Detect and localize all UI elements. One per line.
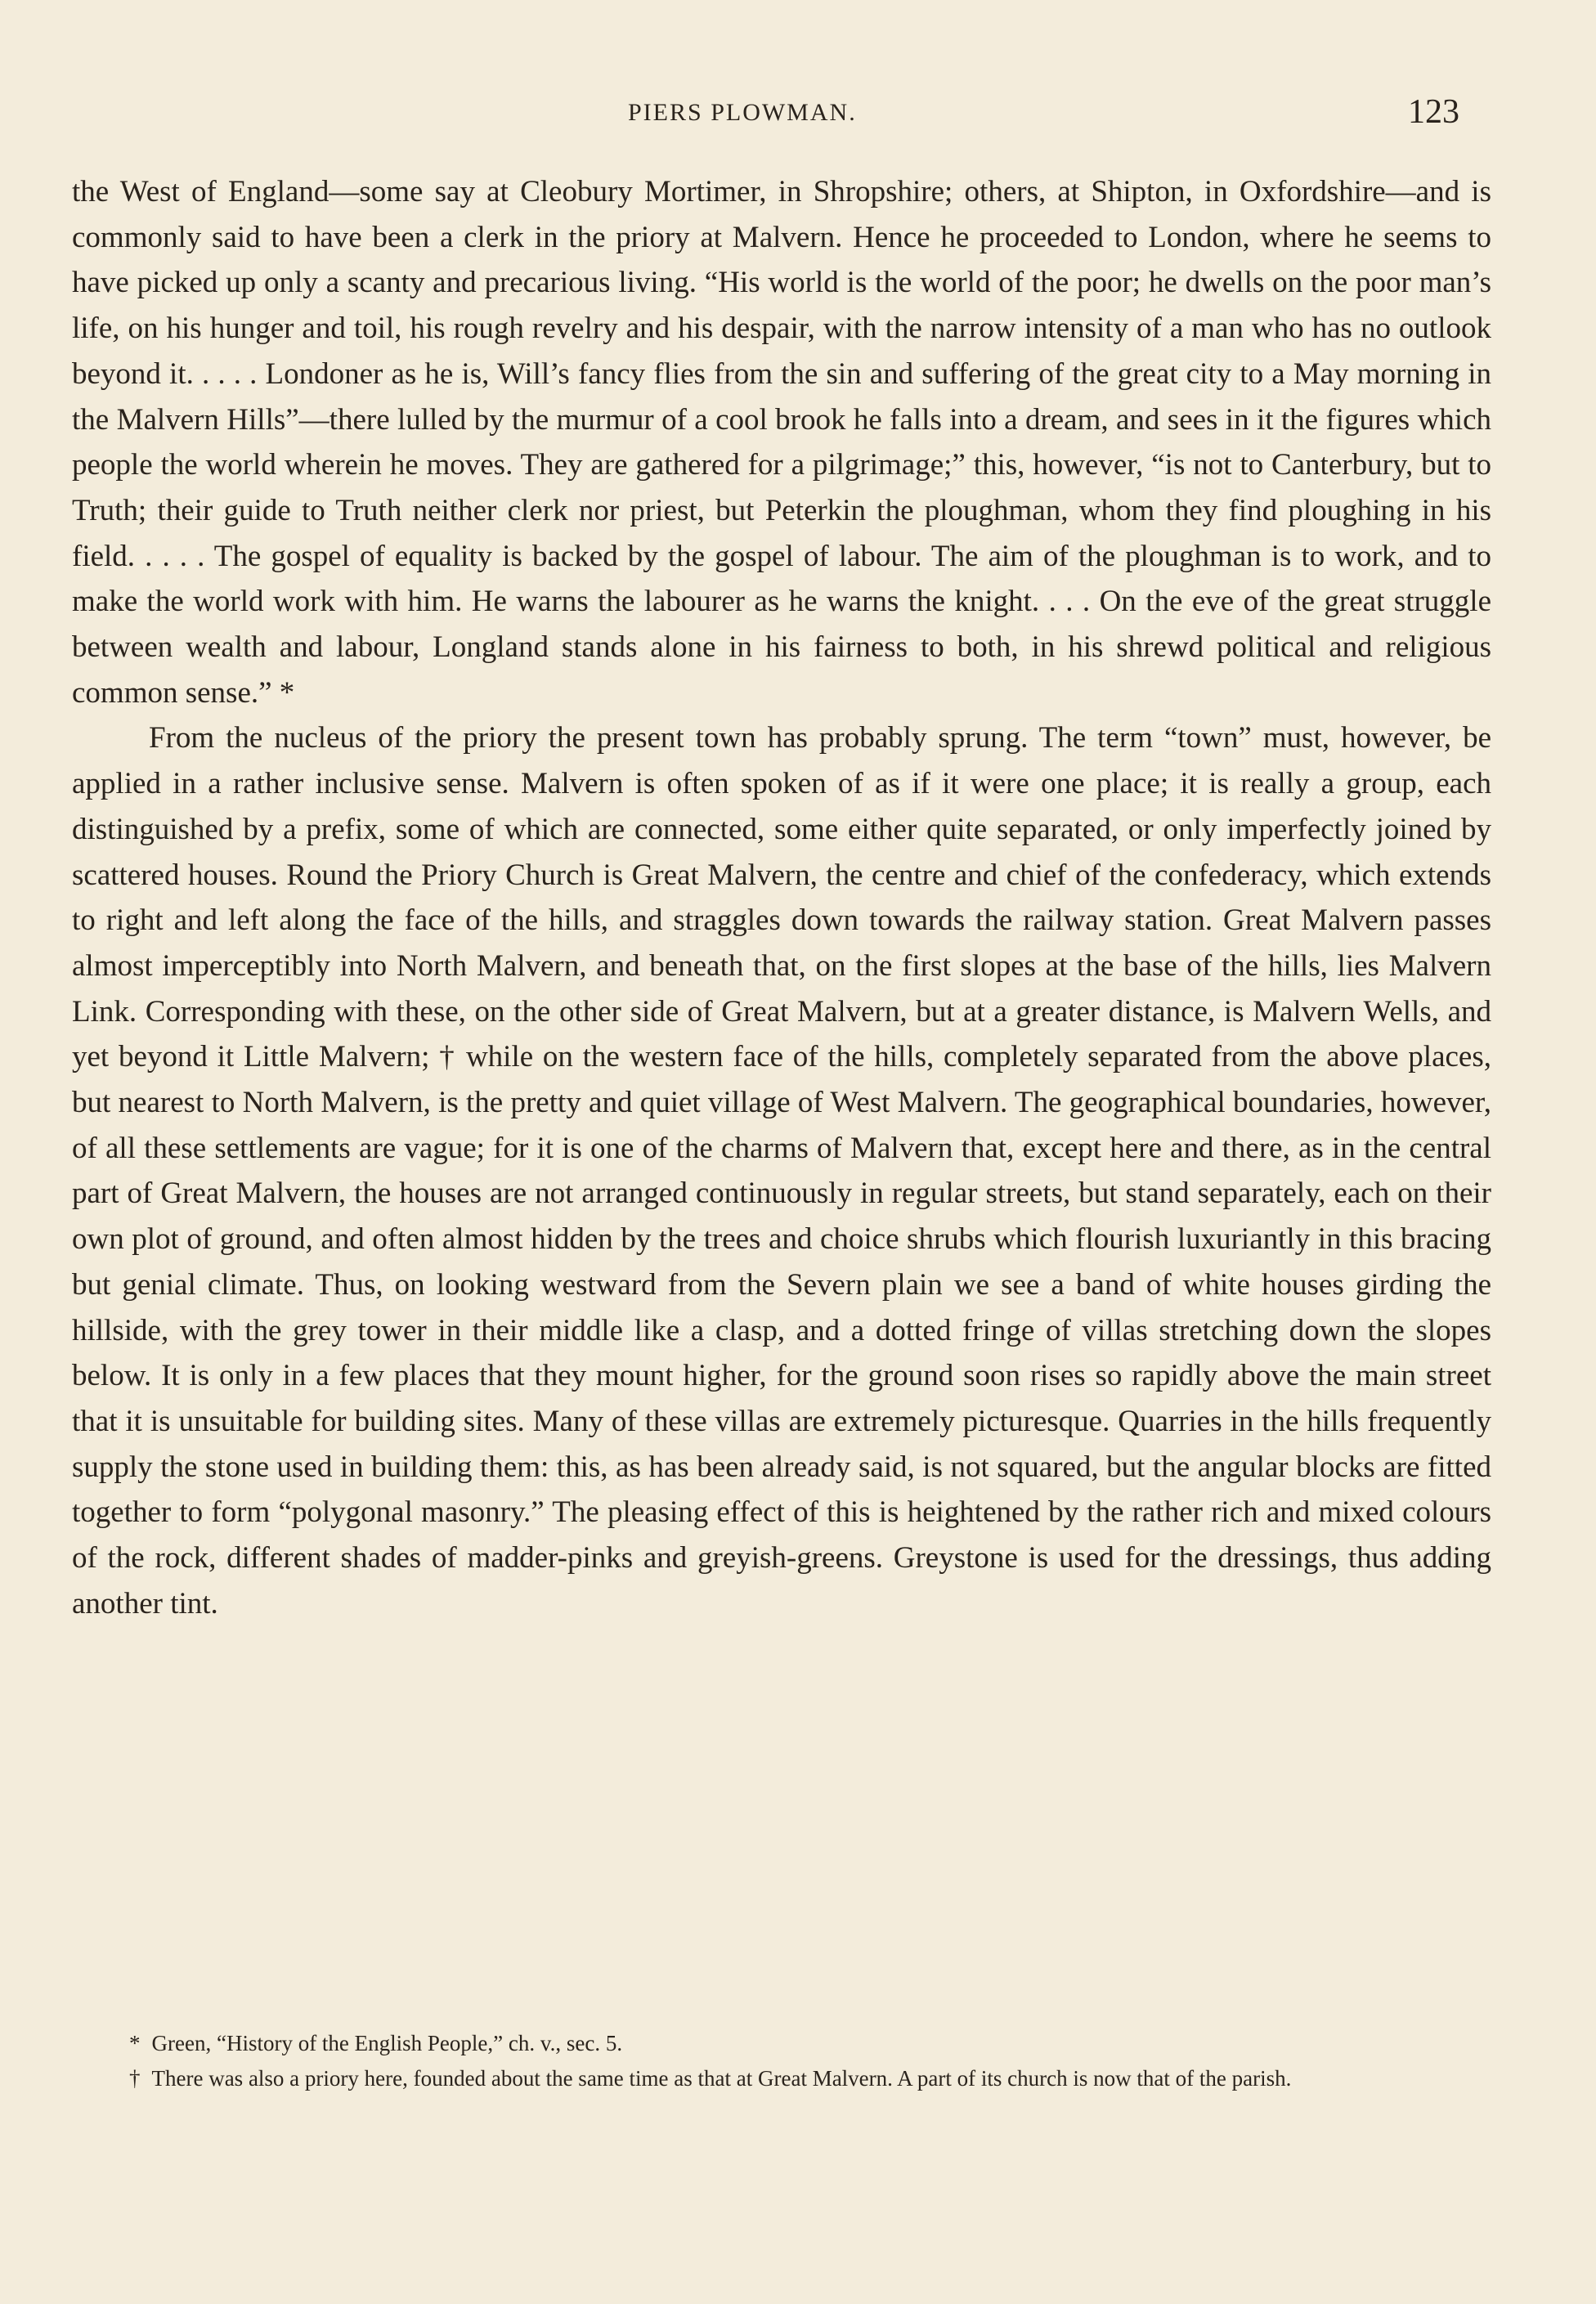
paragraph-1: the West of England—some say at Cleobury Mortimer, in Shropshire; others, at Shipton, in Oxfordshire—and is commonly said to have been a clerk in the priory at Malvern. Hence he proceeded to London, where he seems to have picked up only a scanty and precarious living. “His world is the world of the poor; he dwells on the poor man’s life, on his hunger and toil, his rough revelry and his despair, with the narrow intensity of a man who has no outlook beyond it. . . . . Londoner as he is, Will’s fancy flies from the sin and suffering of the great city to a May morning in the Malvern Hills”—there lulled by the murmur of a cool brook he falls into a dream, and sees in it the figures which people the world wherein he moves. They are gathered for a pilgrimage;” this, however, “is not to Canterbury, but to Truth; their guide to Truth neither clerk nor priest, but Peterkin the ploughman, whom they find ploughing in his field. . . . . The gospel of equality is backed by the gospel of labour. The aim of the ploughman is to work, and to make the world work with him. He warns the labourer as he warns the knight. . . . On the eve of the great struggle between wealth and labour, Longland stands alone in his fairness to both, in his shrewd political and religious common sense.” * xyxy=(72,175,1491,710)
body-text xyxy=(72,169,1491,1627)
footnote-1 xyxy=(72,2026,1491,2061)
footnote-text: Green, “History of the English People,” ch. v., sec. 5. xyxy=(151,2031,623,2055)
footnote-mark: † xyxy=(129,2066,141,2091)
footnote-mark: * xyxy=(129,2031,141,2055)
paragraph-2: From the nucleus of the priory the present town has probably sprung. The term “town” must, however, be applied in a rather inclusive sense. Malvern is often spoken of as if it were one place; it is really a group, each distinguished by a prefix, some of which are connected, some either quite separated, or only imperfectly joined by scattered houses. Round the Priory Church is Great Malvern, the centre and chief of the confederacy, which extends to right and left along the face of the hills, and straggles down towards the railway station. Great Malvern passes almost imperceptibly into North Malvern, and beneath that, on the first slopes at the base of the hills, lies Malvern Link. Corresponding with these, on the other side of Great Malvern, but at a greater distance, is Malvern Wells, and yet beyond it Little Malvern; † while on the western face of the hills, completely separated from the above places, but nearest to North Malvern, is the pretty and quiet village of West Malvern. The geographical boundaries, however, of all these settlements are vague; for it is one of the charms of Malvern that, except here and there, as in the central part of Great Malvern, the houses are not arranged continuously in regular streets, but stand separately, each on their own plot of ground, and often almost hidden by the trees and choice shrubs which flourish luxuriantly in this bracing but genial climate. Thus, on looking westward from the Severn plain we see a band of white houses girding the hillside, with the grey tower in their middle like a clasp, and a dotted fringe of villas stretching down the slopes below. It is only in a few places that they mount higher, for the ground soon rises so rapidly above the main street that it is unsuitable for building sites. Many of these villas are extremely picturesque. Quarries in the hills frequently supply the stone used in building them: this, as has been already said, is not squared, but the angular blocks are fitted together to form “polygonal masonry.” The pleasing effect of this is heightened by the rather rich and mixed colours of the rock, different shades of madder-pinks and greyish-greens. Greystone is used for the dressings, thus adding another tint. xyxy=(72,721,1491,1620)
footnotes xyxy=(72,2026,1491,2096)
footnote-2 xyxy=(72,2061,1491,2096)
footnote-text: There was also a priory here, founded about the same time as that at Great Malvern. A part of its church is now that of the parish. xyxy=(151,2066,1292,2091)
running-head xyxy=(0,92,1596,141)
running-title: PIERS PLOWMAN. xyxy=(628,99,857,126)
page-number: 123 xyxy=(1408,93,1459,131)
